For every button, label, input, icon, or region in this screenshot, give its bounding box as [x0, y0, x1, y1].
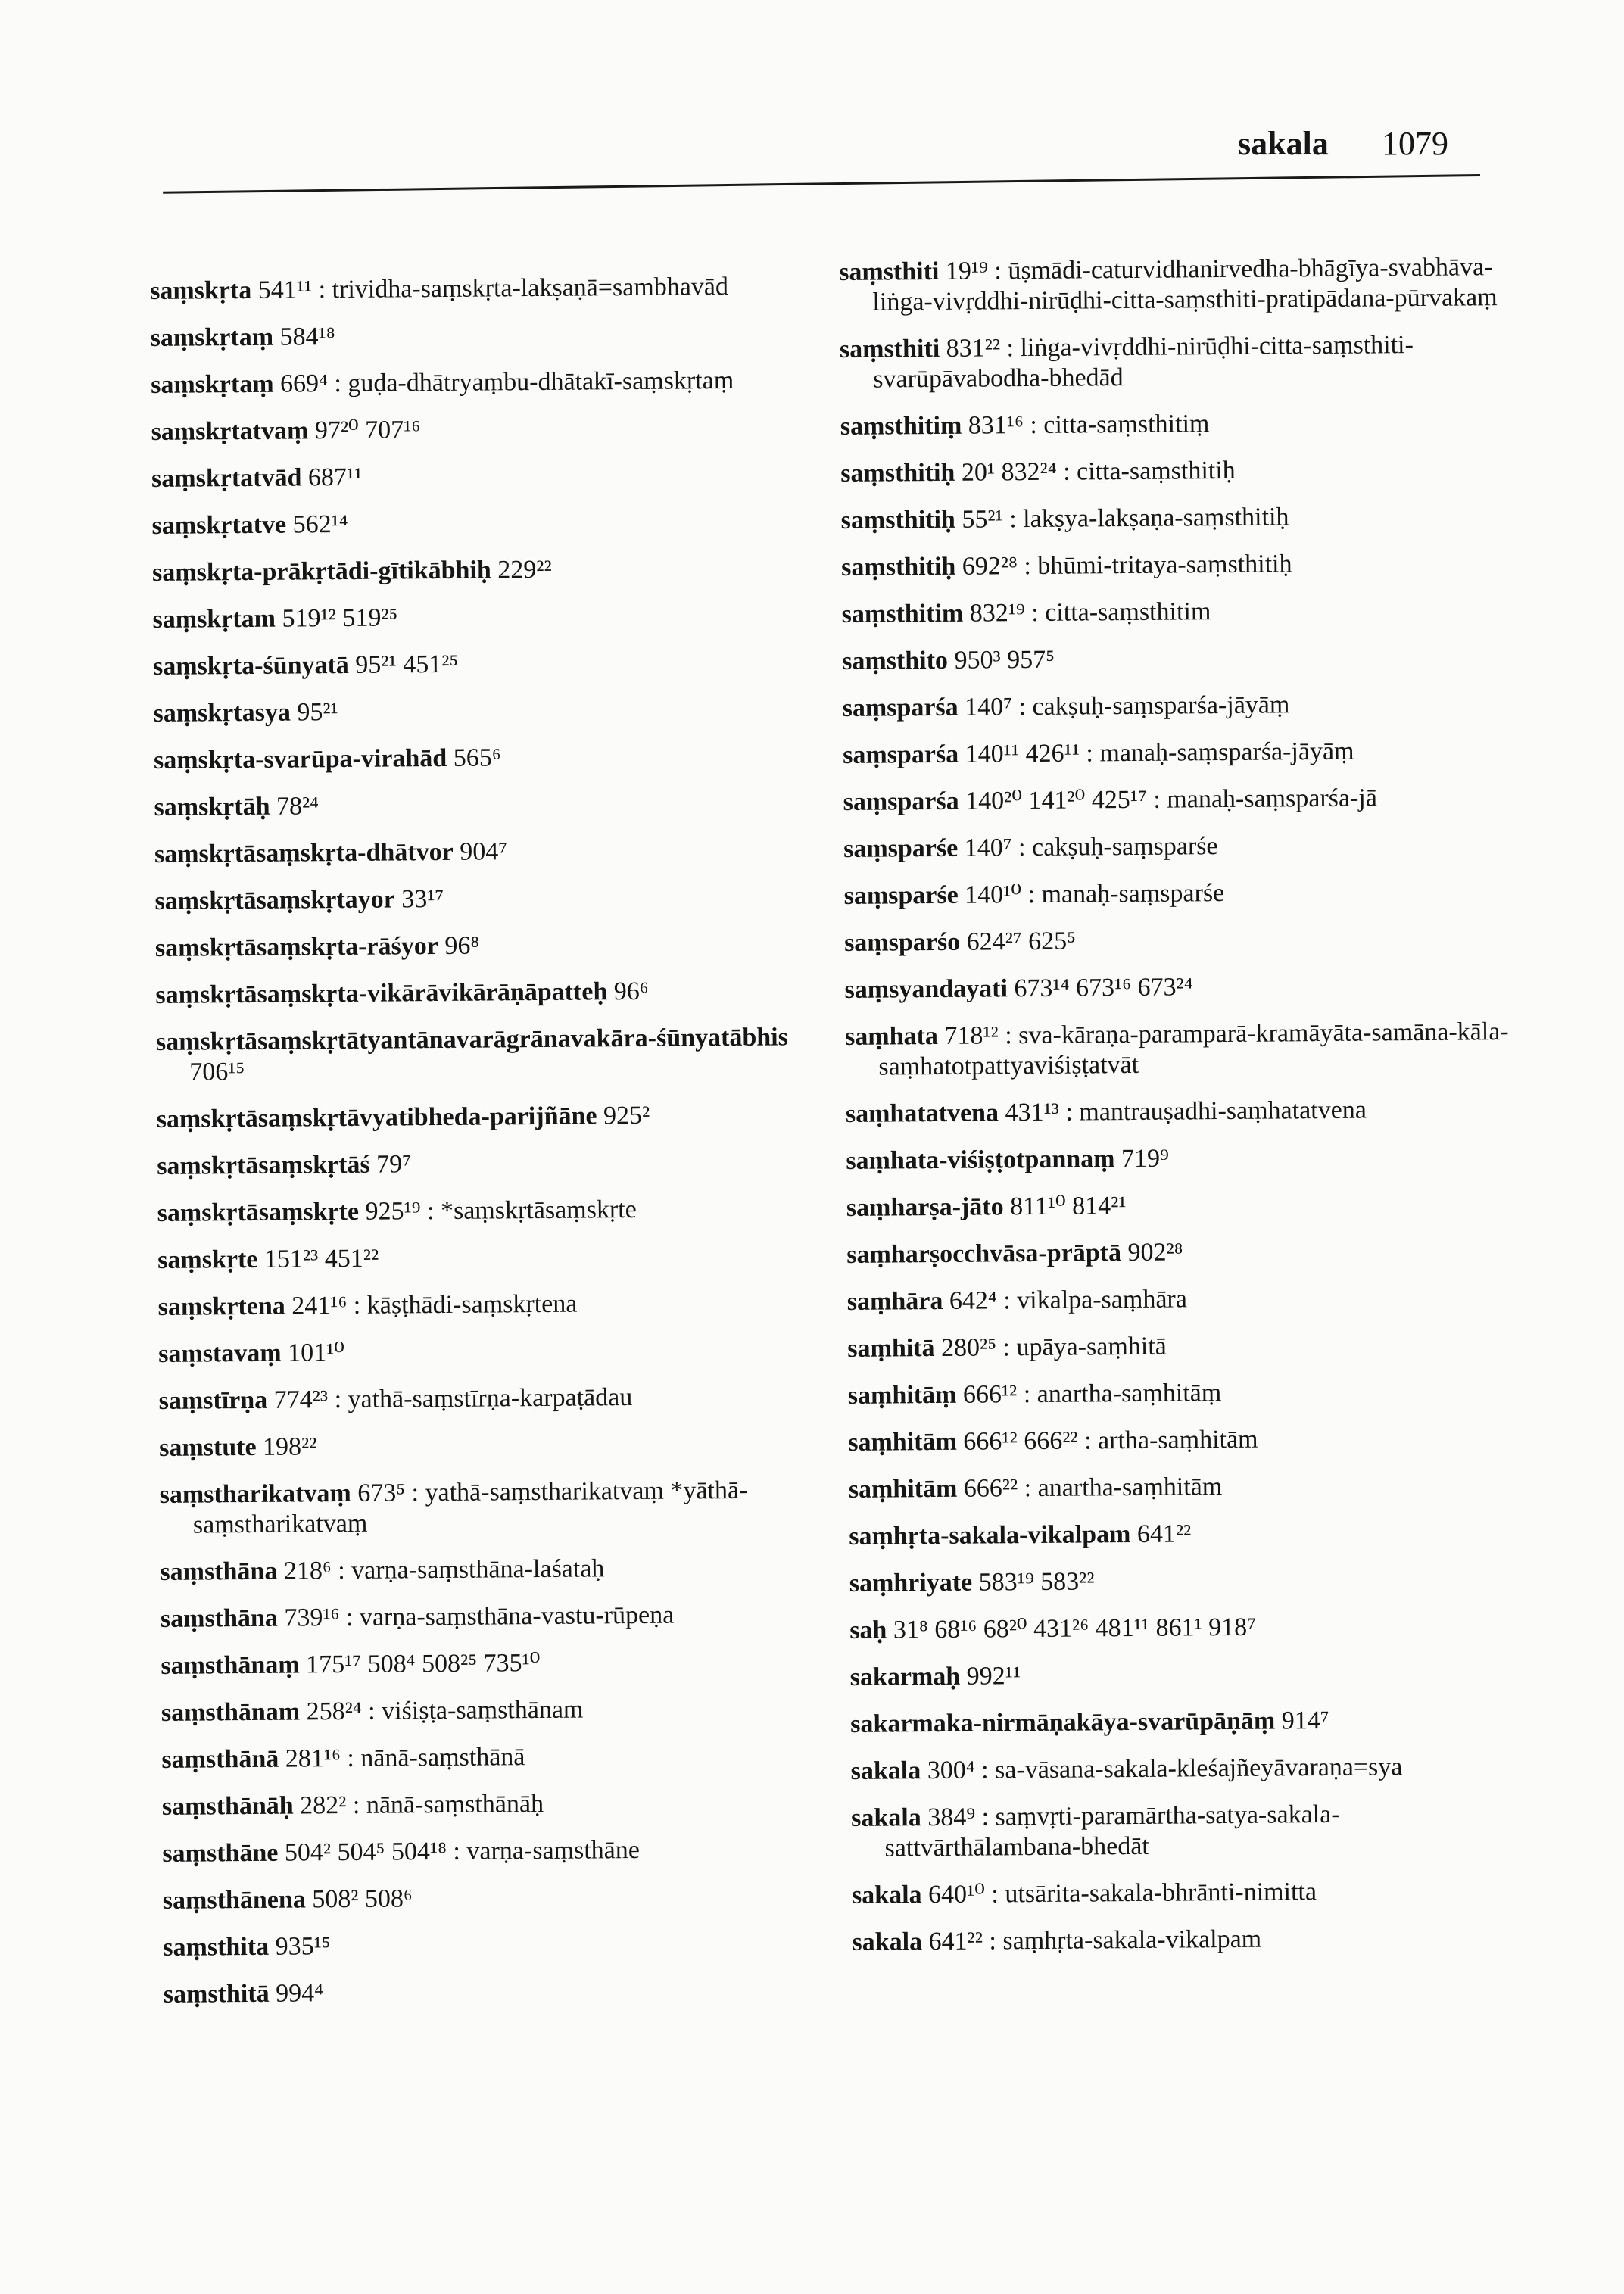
right-column: [839, 252, 1519, 1975]
index-entry: saṃsthitiḥ 55²¹ : lakṣya-lakṣaṇa-saṃsthitiḥ: [840, 503, 1289, 535]
entry-references: 935¹⁵: [275, 1932, 331, 1961]
index-entry: [151, 412, 809, 447]
entry-references: 992¹¹: [966, 1662, 1021, 1691]
entry-gloss: sva-kāraṇa-paramparā-kramāyāta-samāna-kāla-saṃhatotpattyaviśiṣṭatvāt: [878, 1018, 1509, 1081]
entry-references: 151²³ 451²²: [263, 1244, 379, 1273]
entry-headword: saṃhitā: [847, 1334, 935, 1363]
index-entry: [156, 1022, 815, 1088]
entry-headword: saṃskṛtāsaṃskṛte: [157, 1197, 360, 1227]
entry-references: 706¹⁵: [189, 1058, 245, 1086]
entry-headword: saṃskṛtāsaṃskṛtāvyatibheda-parijñāne: [156, 1102, 597, 1133]
index-entry: [154, 881, 813, 917]
index-entry: [164, 1975, 822, 2010]
index-entry: saṃsparśa 140⁷ : cakṣuḥ-saṃsparśa-jāyāṃ: [842, 690, 1290, 722]
entry-references: 624²⁷ 625⁵: [966, 927, 1077, 956]
index-entry: sakala 640¹⁰ : utsārita-sakala-bhrānti-nimitta: [851, 1878, 1317, 1909]
index-entry: [154, 740, 812, 776]
entry-gloss: varṇa-saṃsthāna-laśataḥ: [351, 1554, 605, 1585]
entry-references: 584¹⁸: [279, 323, 335, 351]
entry-headword: saṃsparśe: [843, 881, 959, 910]
entry-headword: saṃskṛtatvaṃ: [151, 416, 309, 446]
entry-references: 280²⁵: [940, 1333, 997, 1362]
entry-headword: saṃsparśe: [843, 834, 959, 863]
entry-references: 55²¹: [962, 505, 1003, 534]
entry-headword: saṃsthiti: [839, 257, 940, 286]
entry-headword: saṃstīrṇa: [158, 1385, 268, 1415]
index-entry: [849, 1516, 1515, 1552]
index-entry: saṃsthitiḥ 692²⁸ : bhūmi-tritaya-saṃsthitiḥ: [841, 550, 1292, 581]
entry-headword: saṃsthitiṃ: [840, 411, 962, 441]
entry-references: 97²⁰ 707¹⁶: [314, 416, 421, 445]
entry-references: 641²²: [1136, 1519, 1192, 1548]
entry-gloss: manaḥ-saṃsparśa-jāyāṃ: [1099, 737, 1354, 768]
running-head-keyword: sakala: [1238, 125, 1329, 162]
entry-headword: saṃskṛtaṃ: [150, 369, 274, 399]
entry-references: 673⁵: [357, 1479, 406, 1507]
index-entry: [151, 506, 810, 541]
entry-headword: saṃhitāṃ: [847, 1380, 957, 1410]
index-entry: saṃhitām 666²² : anartha-saṃhitām: [848, 1473, 1223, 1504]
entry-gloss: upāya-saṃhitā: [1016, 1332, 1167, 1362]
index-entry: saṃskṛta 541¹¹ : trividha-saṃskṛta-lakṣaṇā=sambhavād: [150, 273, 729, 305]
index-entry: saṃsthāne 504² 504⁵ 504¹⁸ : varṇa-saṃsthāne: [162, 1835, 641, 1868]
entry-gloss: vikalpa-saṃhāra: [1017, 1285, 1188, 1315]
entry-headword: saṃskṛtatve: [151, 510, 287, 540]
entry-gloss: artha-saṃhitām: [1097, 1425, 1258, 1455]
entry-headword: saṃskṛtasya: [153, 698, 291, 728]
entry-references: 140⁷: [965, 693, 1013, 722]
index-entry: [849, 1563, 1516, 1599]
entry-headword: saṃstute: [159, 1432, 257, 1462]
entry-headword: saṃsthitiḥ: [840, 458, 955, 488]
entry-headword: saḥ: [849, 1616, 887, 1644]
header-rule: [163, 174, 1480, 194]
entry-references: 583¹⁹ 583²²: [978, 1567, 1095, 1597]
index-entry: saṃskṛtaṃ 669⁴ : guḍa-dhātryaṃbu-dhātakī-saṃskṛtaṃ: [150, 366, 734, 399]
index-entry: [161, 1646, 819, 1682]
entry-headword: saṃsparśo: [843, 927, 961, 957]
entry-gloss: *saṃskṛtāsaṃskṛte: [440, 1195, 637, 1226]
entry-references: 198²²: [262, 1432, 317, 1461]
entry-gloss: mantrauṣadhi-saṃhatatvena: [1079, 1096, 1367, 1127]
entry-gloss: manaḥ-saṃsparśa-jā: [1167, 784, 1378, 814]
entry-references: 175¹⁷ 508⁴ 508²⁵ 735¹⁰: [306, 1649, 541, 1679]
index-entry: saṃhatatvena 431¹³ : mantrauṣadhi-saṃhatatvena: [845, 1096, 1367, 1128]
entry-gloss: utsārita-sakala-bhrānti-nimitta: [1005, 1878, 1317, 1909]
index-entry: saṃhitā 280²⁵ : upāya-saṃhitā: [847, 1332, 1167, 1363]
entry-references: 902²⁸: [1127, 1238, 1183, 1267]
index-entry: [163, 1881, 821, 1916]
entry-references: 384⁹: [927, 1803, 976, 1832]
entry-headword: saṃsyandayati: [844, 974, 1008, 1004]
entry-gloss: citta-saṃsthitiṃ: [1043, 410, 1210, 439]
index-entry: saṃsthiti 19¹⁹ : ūṣmādi-caturvidhanirvedha-bhāgīya-svabhāva-liṅga-vivṛddhi-nirūḍhi-citta-saṃsthiti-pratipādana-pūrvakaṃ: [839, 253, 1498, 316]
index-entry: sakala 384⁹ : saṃvṛti-paramārtha-satya-sakala-sattvārthālambana-bhedāt: [851, 1800, 1340, 1862]
index-entry: saṃhata 718¹² : sva-kāraṇa-paramparā-kramāyāta-samāna-kāla-saṃhatotpattyaviśiṣṭatvāt: [844, 1018, 1509, 1081]
entry-references: 140¹⁰: [965, 881, 1022, 909]
entry-headword: saṃskṛta: [150, 276, 252, 305]
entry-references: 96⁸: [444, 931, 480, 960]
index-entry: saṃsthiti 831²² : liṅga-vivṛddhi-nirūḍhi-citta-saṃsthiti-svarūpāvabodha-bhedād: [839, 331, 1414, 394]
entry-headword: saṃskṛtāsaṃskṛta-rāśyor: [154, 932, 439, 962]
entry-headword: saṃskṛtāḥ: [154, 792, 270, 821]
page-header: [1192, 121, 1480, 167]
entry-references: 666¹²: [962, 1380, 1018, 1409]
index-entry: [850, 1657, 1516, 1693]
index-entry: [150, 318, 809, 354]
entry-headword: saṃsparśa: [842, 693, 959, 722]
entry-headword: saṃsthitim: [841, 599, 964, 628]
entry-headword: sakala: [851, 1881, 922, 1909]
entry-headword: saṃskṛtena: [157, 1292, 285, 1321]
entry-headword: saṃsthānā: [161, 1744, 279, 1774]
entry-gloss: nānā-saṃsthānā: [360, 1743, 525, 1772]
entry-headword: saṃsthānena: [162, 1885, 306, 1915]
entry-headword: saṃskṛta-śūnyatā: [152, 650, 349, 681]
index-entry: [163, 1928, 821, 1963]
entry-references: 96⁶: [613, 977, 649, 1006]
entry-references: 666²²: [963, 1474, 1018, 1503]
index-entry: saṃstharikatvaṃ 673⁵ : yathā-saṃstharikatvaṃ *yāthā-saṃstharikatvaṃ: [159, 1476, 748, 1539]
entry-references: 31⁸ 68¹⁶ 68²⁰ 431²⁶ 481¹¹ 861¹ 918⁷: [893, 1613, 1257, 1644]
entry-references: 78²⁴: [276, 792, 320, 821]
index-entry: [152, 600, 811, 635]
entry-references: 692²⁸: [962, 552, 1018, 581]
index-entry: [154, 787, 812, 823]
entry-headword: saṃstharikatvaṃ: [159, 1479, 351, 1509]
entry-references: 140¹¹ 426¹¹: [965, 739, 1080, 768]
index-entry: [155, 928, 814, 964]
index-entry: saṃsthitiḥ 20¹ 832²⁴ : citta-saṃsthitiḥ: [840, 456, 1236, 488]
entry-gloss: bhūmi-tritaya-saṃsthitiḥ: [1037, 550, 1292, 580]
entry-headword: saṃsparśa: [843, 787, 959, 816]
entry-references: 218⁶: [283, 1557, 332, 1585]
entry-headword: saṃskṛte: [157, 1245, 258, 1274]
entry-gloss: viśiṣṭa-saṃsthānam: [381, 1695, 584, 1725]
index-entry: [154, 834, 813, 870]
index-entry: saṃsthāna 218⁶ : varṇa-saṃsthāna-laśataḥ: [160, 1554, 605, 1586]
entry-headword: saṃhatatvena: [845, 1099, 999, 1128]
entry-headword: saṃskṛtam: [152, 604, 276, 634]
entry-headword: saṃskṛtāsaṃskṛta-dhātvor: [154, 837, 454, 868]
entry-gloss: anartha-saṃhitāṃ: [1036, 1379, 1222, 1408]
entry-references: 914⁷: [1281, 1706, 1329, 1735]
entry-references: 281¹⁶: [285, 1744, 341, 1773]
entry-headword: saṃhitām: [848, 1474, 958, 1504]
entry-headword: saṃsthānaṃ: [161, 1650, 300, 1680]
entry-gloss: cakṣuḥ-saṃsparśa-jāyāṃ: [1032, 690, 1290, 722]
entry-gloss: saṃvṛti-paramārtha-satya-sakala-sattvārthālambana-bhedāt: [884, 1800, 1340, 1862]
index-entry: saṃsparśa 140¹¹ 426¹¹ : manaḥ-saṃsparśa-jāyāṃ: [843, 737, 1354, 769]
entry-gloss: anartha-saṃhitām: [1037, 1473, 1223, 1502]
index-entry: [846, 1235, 1513, 1270]
page-number: 1079: [1382, 125, 1448, 162]
entry-headword: saṃsthāna: [160, 1604, 279, 1633]
entry-references: 718¹²: [944, 1021, 999, 1050]
entry-references: 258²⁴: [306, 1697, 362, 1726]
entry-references: 19¹⁹: [945, 257, 989, 285]
entry-references: 640¹⁰: [927, 1880, 986, 1909]
entry-references: 101¹⁰: [287, 1339, 345, 1367]
index-entry: saṃsparśe 140⁷ : cakṣuḥ-saṃsparśe: [843, 832, 1218, 863]
index-entry: [159, 1428, 818, 1463]
entry-references: 541¹¹: [257, 276, 313, 304]
index-entry: sakala 300⁴ : sa-vāsana-sakala-kleśajñeyāvaraṇa=sya: [850, 1753, 1403, 1785]
entry-gloss: nānā-saṃsthānāḥ: [366, 1789, 544, 1819]
entry-headword: saṃhata-viśiṣṭotpannaṃ: [846, 1145, 1115, 1175]
entry-gloss: citta-saṃsthitim: [1045, 597, 1211, 627]
entry-headword: sakarmaḥ: [849, 1662, 961, 1691]
entry-headword: saṃsthānāḥ: [161, 1791, 294, 1821]
index-entry: saṃsthānā 281¹⁶ : nānā-saṃsthānā: [161, 1743, 525, 1774]
entry-headword: saṃhṛta-sakala-vikalpam: [849, 1520, 1131, 1551]
entry-references: 831¹⁶: [968, 411, 1024, 440]
entry-gloss: yathā-saṃstīrṇa-karpaṭādau: [348, 1383, 633, 1413]
index-entry: saṃsthāna 739¹⁶ : varṇa-saṃsthāna-vastu-rūpeṇa: [160, 1601, 675, 1633]
index-entry: [153, 647, 812, 682]
entry-references: 666¹² 666²²: [963, 1426, 1078, 1456]
index-entry: saṃskṛtāsaṃskṛte 925¹⁹ : *saṃskṛtāsaṃskṛte: [157, 1195, 637, 1227]
index-entry: [849, 1610, 1516, 1646]
entry-references: 950³ 957⁵: [954, 645, 1055, 675]
entry-references: 925¹⁹: [365, 1197, 421, 1226]
entry-headword: sakala: [851, 1803, 921, 1832]
entry-references: 508² 508⁶: [312, 1884, 413, 1914]
entry-references: 140⁷: [964, 834, 1012, 862]
index-entry: saṃsthānam 258²⁴ : viśiṣṭa-saṃsthānam: [161, 1695, 584, 1727]
entry-headword: sakala: [850, 1756, 921, 1785]
entry-references: 831²²: [946, 334, 1001, 363]
entry-references: 300⁴: [927, 1756, 975, 1785]
entry-gloss: varṇa-saṃsthāne: [466, 1835, 641, 1865]
index-entry: [157, 1146, 815, 1182]
entry-references: 565⁶: [453, 743, 501, 772]
entry-headword: saṃskṛta-svarūpa-virahād: [153, 743, 447, 775]
entry-references: 673¹⁴ 673¹⁶ 673²⁴: [1014, 973, 1193, 1003]
entry-headword: saṃsthitā: [163, 1979, 270, 2009]
entry-gloss: varṇa-saṃsthāna-vastu-rūpeṇa: [359, 1601, 675, 1632]
index-entry: saṃsthānāḥ 282² : nānā-saṃsthānāḥ: [161, 1789, 544, 1821]
left-column: [150, 271, 822, 2027]
index-entry: [152, 553, 811, 588]
entry-references: 95²¹: [297, 698, 338, 727]
index-entry: saṃskṛtena 241¹⁶ : kāṣṭhādi-saṃskṛtena: [157, 1289, 578, 1321]
entry-headword: saṃskṛtāsaṃskṛtāś: [157, 1150, 370, 1180]
entry-headword: saṃsthāne: [162, 1838, 279, 1868]
entry-headword: saṃhata: [844, 1022, 939, 1051]
entry-references: 95²¹ 451²⁵: [355, 650, 459, 679]
index-entry: saṃhitām 666¹² 666²² : artha-saṃhitām: [848, 1425, 1258, 1457]
entry-gloss: guḍa-dhātryaṃbu-dhātakī-saṃskṛtaṃ: [348, 366, 734, 397]
entry-headword: sakala: [852, 1928, 923, 1956]
entry-gloss: lakṣya-lakṣaṇa-saṃsthitiḥ: [1023, 503, 1289, 534]
index-entry: [844, 970, 1510, 1005]
entry-gloss: trividha-saṃskṛta-lakṣaṇā=sambhavād: [332, 273, 729, 304]
index-entry: [158, 1334, 817, 1370]
entry-references: 504² 504⁵ 504¹⁸: [284, 1837, 447, 1867]
entry-headword: saṃskṛtāsaṃskṛtātyantānavarāgrānavakāra-śūnyatābhis: [155, 1023, 789, 1056]
index-entry: [155, 975, 814, 1011]
entry-references: 669⁴: [279, 369, 329, 398]
entry-references: 719⁹: [1121, 1144, 1170, 1173]
entry-references: 739¹⁶: [284, 1604, 340, 1632]
entry-gloss: liṅga-vivṛddhi-nirūḍhi-citta-saṃsthiti-svarūpāvabodha-bhedād: [873, 331, 1414, 394]
index-entry: [846, 1141, 1512, 1177]
entry-references: 140²⁰ 141²⁰ 425¹⁷: [965, 785, 1148, 815]
entry-headword: saṃskṛta-prākṛtādi-gītikābhiḥ: [151, 556, 491, 587]
entry-gloss: ūṣmādi-caturvidhanirvedha-bhāgīya-svabhāva-liṅga-vivṛddhi-nirūḍhi-citta-saṃsthiti-pratipādana-pūrvakaṃ: [872, 253, 1498, 316]
entry-references: 774²³: [273, 1385, 329, 1414]
entry-headword: saṃskṛtaṃ: [150, 323, 274, 352]
entry-headword: saṃsthānam: [161, 1697, 301, 1727]
entry-headword: sakarmaka-nirmāṇakāya-svarūpāṇāṃ: [850, 1706, 1276, 1738]
entry-references: 519¹² 519²⁵: [282, 603, 398, 633]
entry-references: 229²²: [497, 555, 552, 584]
entry-references: 562¹⁴: [292, 510, 348, 539]
entry-references: 904⁷: [460, 837, 508, 866]
entry-headword: saṃsparśa: [843, 740, 959, 769]
entry-references: 811¹⁰ 814²¹: [1009, 1192, 1127, 1221]
index-entry: saṃstīrṇa 774²³ : yathā-saṃstīrṇa-karpaṭādau: [158, 1383, 633, 1415]
index-entry: saṃsparśa 140²⁰ 141²⁰ 425¹⁷ : manaḥ-saṃsparśa-jā: [843, 784, 1378, 816]
entry-references: 431¹³: [1005, 1098, 1060, 1127]
entry-gloss: saṃhṛta-sakala-vikalpam: [1002, 1925, 1262, 1956]
entry-references: 994⁴: [275, 1979, 324, 2008]
index-entry: [846, 1188, 1513, 1223]
index-entry: saṃhitāṃ 666¹² : anartha-saṃhitāṃ: [847, 1379, 1222, 1410]
entry-headword: saṃsthāna: [160, 1557, 278, 1586]
index-entry: [153, 693, 812, 729]
entry-references: 33¹⁷: [401, 884, 444, 914]
entry-references: 687¹¹: [307, 463, 363, 492]
index-entry: [157, 1240, 816, 1276]
entry-headword: saṃsthiti: [839, 334, 940, 363]
index-entry: saṃsparśe 140¹⁰ : manaḥ-saṃsparśe: [843, 879, 1225, 910]
entry-gloss: citta-saṃsthitiḥ: [1076, 456, 1236, 486]
entry-references: 282²: [300, 1791, 347, 1820]
index-entry: [844, 923, 1510, 958]
index-entry: saṃsthitiṃ 831¹⁶ : citta-saṃsthitiṃ: [840, 410, 1210, 441]
entry-references: 241¹⁶: [291, 1291, 348, 1320]
index-entry: [842, 641, 1508, 677]
index-entry: [157, 1099, 815, 1135]
entry-headword: saṃharṣocchvāsa-prāptā: [846, 1239, 1122, 1269]
entry-headword: saṃsthito: [842, 646, 949, 675]
index-entry: saṃhāra 642⁴ : vikalpa-saṃhāra: [846, 1285, 1188, 1316]
entry-headword: saṃhriyate: [849, 1568, 973, 1597]
entry-headword: saṃsthitiḥ: [840, 505, 956, 535]
entry-references: 20¹ 832²⁴: [961, 457, 1057, 487]
entry-gloss: yathā-saṃstharikatvaṃ *yāthā-saṃstharikatvaṃ: [192, 1476, 748, 1539]
entry-headword: saṃskṛtāsaṃskṛta-vikārāvikārāṇāpatteḥ: [155, 977, 608, 1009]
entry-headword: saṃstavaṃ: [158, 1339, 282, 1368]
entry-headword: saṃhāra: [846, 1286, 943, 1316]
entry-references: 925²: [603, 1101, 650, 1130]
entry-gloss: sa-vāsana-sakala-kleśajñeyāvaraṇa=sya: [994, 1753, 1403, 1784]
entry-headword: saṃsthita: [163, 1932, 270, 1962]
entry-references: 642⁴: [949, 1286, 997, 1315]
entry-headword: saṃhitām: [848, 1427, 957, 1457]
index-entry: [151, 459, 810, 494]
entry-references: 832¹⁹: [969, 599, 1025, 628]
index-entry: saṃsthitim 832¹⁹ : citta-saṃsthitim: [841, 597, 1211, 628]
index-entry: [850, 1704, 1516, 1740]
entry-gloss: cakṣuḥ-saṃsparśe: [1031, 832, 1218, 862]
entry-headword: saṃskṛtāsaṃskṛtayor: [154, 885, 395, 915]
entry-headword: saṃskṛtatvād: [151, 463, 302, 493]
entry-headword: saṃsthitiḥ: [841, 552, 956, 581]
entry-references: 641²²: [928, 1927, 983, 1956]
entry-gloss: manaḥ-saṃsparśe: [1041, 879, 1225, 909]
entry-headword: saṃharṣa-jāto: [846, 1192, 1004, 1222]
entry-references: 79⁷: [376, 1150, 412, 1179]
index-entry: sakala 641²² : saṃhṛta-sakala-vikalpam: [852, 1925, 1262, 1956]
entry-gloss: kāṣṭhādi-saṃskṛtena: [366, 1289, 578, 1320]
